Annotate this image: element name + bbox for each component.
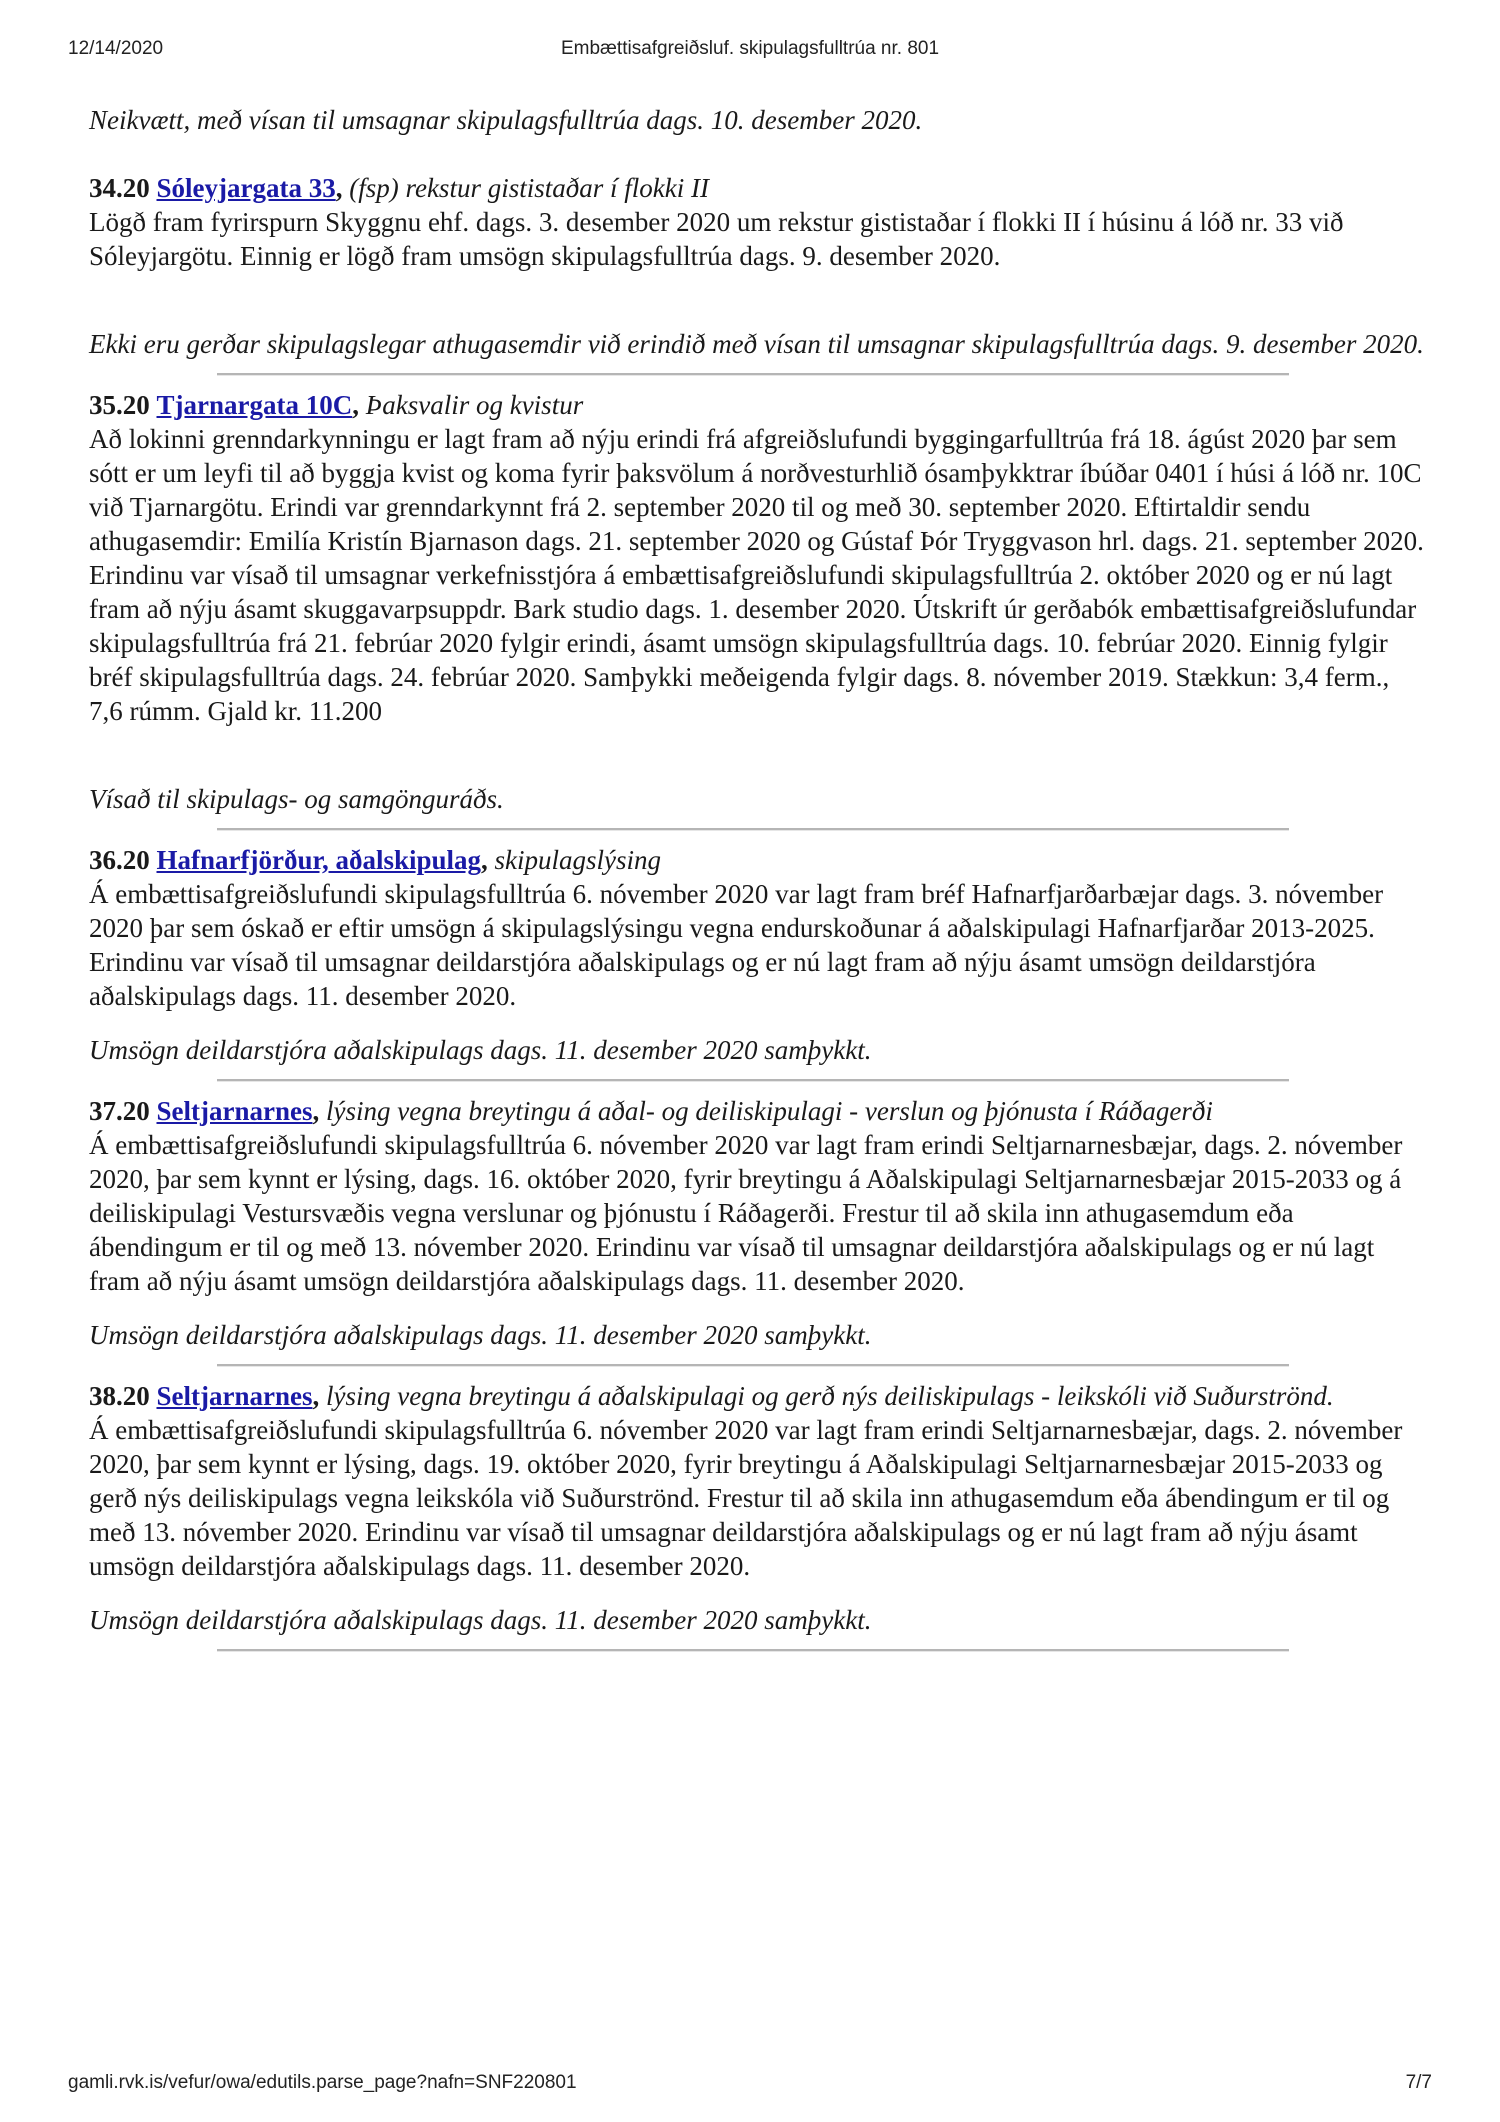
item-conclusion: Umsögn deildarstjóra aðalskipulags dags. 11. desember 2020 samþykkt. <box>89 1605 872 1635</box>
document-title: Embættisafgreiðsluf. skipulagsfulltrúa nr. 801 <box>560 38 940 59</box>
section-divider <box>217 1364 1289 1367</box>
page-url: gamli.rvk.is/vefur/owa/edutils.parse_page?nafn=SNF220801 <box>68 2072 577 2093</box>
item-heading: 37.20 Seltjarnarnes, lýsing vegna breytingu á aðal- og deiliskipulagi - verslun og þjónusta í Ráðagerði <box>89 1096 1213 1126</box>
item-link-tjarnargata-10c[interactable]: Tjarnargata 10C <box>156 390 353 420</box>
item-link-hafnarfjordur-adalskipulag[interactable]: Hafnarfjörður, aðalskipulag <box>156 845 482 875</box>
item-subject: lýsing vegna breytingu á aðal- og deiliskipulagi - verslun og þjónusta í Ráðagerði <box>325 1096 1213 1126</box>
item-heading: 35.20 Tjarnargata 10C, Þaksvalir og kvistur <box>89 390 584 420</box>
item-link-soleyjargata-33[interactable]: Sóleyjargata 33 <box>156 173 336 203</box>
section-divider <box>217 828 1289 831</box>
item-number: 37.20 <box>89 1096 150 1126</box>
previous-item-conclusion: Neikvætt, með vísan til umsagnar skipulagsfulltrúa dags. 10. desember 2020. <box>89 105 923 135</box>
item-heading: 36.20 Hafnarfjörður, aðalskipulag, skipulagslýsing <box>89 845 662 875</box>
item-number: 36.20 <box>89 845 150 875</box>
item-body: Að lokinni grenndarkynningu er lagt fram að nýju erindi frá afgreiðslufundi byggingarfulltrúa frá 18. ágúst 2020 þar sem sótt er um leyfi til að byggja kvist og koma fyrir þaksvölum á norðvesturhlið ósamþykktrar íbúðar 0401 í húsi á lóð nr. 10C við Tjarnargötu. Erindi var grenndarkynnt frá 2. september 2020 til og með 30. september 2020. Eftirtaldir sendu athugasemdir: Emilía Kristín Bjarnason dags. 21. september 2020 og Gústaf Þór Tryggvason hrl. dags. 21. september 2020. Erindinu var vísað til umsagnar verkefnisstjóra á embættisafgreiðslufundi skipulagsfulltrúa 2. október 2020 og er nú lagt fram að nýju ásamt skuggavarpsuppdr. Bark studio dags. 1. desember 2020. Útskrift úr gerðabók embættisafgreiðslufundar skipulagsfulltrúa frá 21. febrúar 2020 fylgir erindi, ásamt umsögn skipulagsfulltrúa dags. 10. febrúar 2020. Einnig fylgir bréf skipulagsfulltrúa dags. 24. febrúar 2020. Samþykki meðeigenda fylgir dags. 8. nóvember 2019. Stækkun: 3,4 ferm., 7,6 rúmm. Gjald kr. 11.200 <box>89 424 1424 726</box>
item-link-seltjarnarnes[interactable]: Seltjarnarnes <box>156 1096 313 1126</box>
item-conclusion: Vísað til skipulags- og samgönguráðs. <box>89 784 504 814</box>
agenda-item-34 <box>89 171 1429 361</box>
item-body: Á embættisafgreiðslufundi skipulagsfulltrúa 6. nóvember 2020 var lagt fram erindi Seltjarnarnesbæjar, dags. 2. nóvember 2020, þar sem kynnt er lýsing, dags. 19. október 2020, fyrir breytingu á Aðalskipulagi Seltjarnarnesbæjar 2015-2033 og gerð nýs deiliskipulags vegna leikskóla við Suðurströnd. Frestur til að skila inn athugasemdum eða ábendingum er til og með 13. nóvember 2020. Erindinu var vísað til umsagnar deildarstjóra aðalskipulags og er nú lagt fram að nýju ásamt umsögn deildarstjóra aðalskipulags dags. 11. desember 2020. <box>89 1415 1403 1581</box>
item-number: 38.20 <box>89 1381 150 1411</box>
agenda-item-38 <box>89 1379 1429 1637</box>
item-number: 34.20 <box>89 173 150 203</box>
print-header <box>68 38 1432 62</box>
item-body: Á embættisafgreiðslufundi skipulagsfulltrúa 6. nóvember 2020 var lagt fram erindi Seltjarnarnesbæjar, dags. 2. nóvember 2020, þar sem kynnt er lýsing, dags. 16. október 2020, fyrir breytingu á Aðalskipulagi Seltjarnarnesbæjar 2015-2033 og á deiliskipulagi Vestursvæðis vegna verslunar og þjónustu í Ráðagerði. Frestur til að skila inn athugasemdum eða ábendingum er til og með 13. nóvember 2020. Erindinu var vísað til umsagnar deildarstjóra aðalskipulags og er nú lagt fram að nýju ásamt umsögn deildarstjóra aðalskipulags dags. 11. desember 2020. <box>89 1130 1403 1296</box>
item-conclusion: Umsögn deildarstjóra aðalskipulags dags. 11. desember 2020 samþykkt. <box>89 1035 872 1065</box>
item-subject: Þaksvalir og kvistur <box>365 390 584 420</box>
section-divider <box>217 373 1289 376</box>
item-conclusion: Ekki eru gerðar skipulagslegar athugasemdir við erindið með vísan til umsagnar skipulagsfulltrúa dags. 9. desember 2020. <box>89 329 1424 359</box>
page-number: 7/7 <box>1405 2072 1432 2093</box>
agenda-item-36 <box>89 843 1429 1067</box>
item-heading: 38.20 Seltjarnarnes, lýsing vegna breytingu á aðalskipulagi og gerð nýs deiliskipulags - leikskóli við Suðurströnd. <box>89 1381 1334 1411</box>
item-body: Á embættisafgreiðslufundi skipulagsfulltrúa 6. nóvember 2020 var lagt fram bréf Hafnarfjarðarbæjar dags. 3. nóvember 2020 þar sem óskað er eftir umsögn á skipulagslýsingu vegna endurskoðunar á aðalskipulagi Hafnarfjarðar 2013-2025. Erindinu var vísað til umsagnar deildarstjóra aðalskipulags og er nú lagt fram að nýju ásamt umsögn deildarstjóra aðalskipulags dags. 11. desember 2020. <box>89 879 1384 1011</box>
item-number: 35.20 <box>89 390 150 420</box>
section-divider <box>217 1079 1289 1082</box>
print-date: 12/14/2020 <box>68 38 164 59</box>
section-divider <box>217 1649 1289 1652</box>
agenda-item-35 <box>89 388 1429 816</box>
meeting-minutes <box>89 103 1429 1652</box>
item-body: Lögð fram fyrirspurn Skyggnu ehf. dags. 3. desember 2020 um rekstur gististaðar í flokki II í húsinu á lóð nr. 33 við Sóleyjargötu. Einnig er lögð fram umsögn skipulagsfulltrúa dags. 9. desember 2020. <box>89 207 1344 271</box>
item-subject: skipulagslýsing <box>494 845 662 875</box>
print-footer <box>68 2072 1432 2096</box>
item-heading: 34.20 Sóleyjargata 33, (fsp) rekstur gististaðar í flokki II <box>89 173 709 203</box>
item-conclusion: Umsögn deildarstjóra aðalskipulags dags. 11. desember 2020 samþykkt. <box>89 1320 872 1350</box>
agenda-item-37 <box>89 1094 1429 1352</box>
item-subject: (fsp) rekstur gististaðar í flokki II <box>349 173 709 203</box>
item-subject: lýsing vegna breytingu á aðalskipulagi og gerð nýs deiliskipulags - leikskóli við Suðurströnd. <box>325 1381 1334 1411</box>
item-link-seltjarnarnes[interactable]: Seltjarnarnes <box>156 1381 313 1411</box>
